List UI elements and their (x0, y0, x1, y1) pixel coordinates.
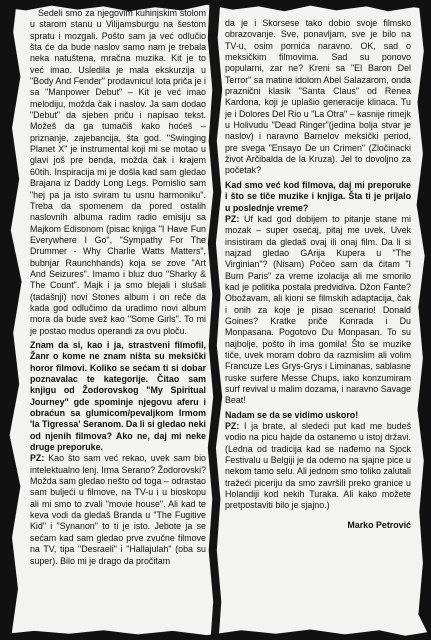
answer-text: Uf kad god dobijem to pitanje stane mi mozak – super osećaj, pitaj me uvek. Uvek insistiram da gledaš ovaj ili onaj film. Da li si najzad gledao GArija Kupera u "The Virginian"? (Nisam) Počeo sam da čitam "I Burn Paris" za vreme izolacija ali me smorilo kad je politika postala predvidiva. Džon Fante? Obožavam, ali kioni se filmskih adaptacija, čak i onih za koje je pisao scenario! Donald Goines? Kratke priče Konrada i Du Monpasana. Pogotovo Du Monpasan. To su najbolje, pošto ih ima gomila! Što se muzike tiče, uvek moram dobro da razmislim ali volim Francuze Les Grys-Grys i Liminanas, sablasne ruske surfere Messe Chups, iako konzumiram surf revival u malim dozama, i naravno Savage Beat! (225, 213, 411, 406)
paragraph: da je i Skorsese tako dobio svoje filmsko obrazovanje. Sve, ponavljam, sve je bilo na TV-u, osim pornića naravno. OK, sad o meksičkim filmovima. Sad su ponovo popularni, zar ne? Kreni sa "El Baron Del Terror" sa matine idolom Abel Salazarom, onda praznični klasik "Santa Claus" od Renea Kardona, koji je uplašio generacije klinaca. Tu je i Dolores Del Rio u "La Otra" – kasnije rimejk u Holivudu "Dead Ringer"(jedina bolja stvar je naslov) i naravno Barnelov meksički period, pre svega "Ensayo De un Crimen" (Zločinacki život Arčibalda de la Kruza). Jel to dovoljno za početak? (225, 18, 411, 176)
question: Nadam se da se vidimo uskoro! (225, 409, 359, 420)
column-divider (206, 0, 224, 640)
answer-label: PZ: (225, 213, 240, 224)
answer-text: I ja brate, al sledeći put kad me budeš vodio na picu hajde da ostanemo u istoj državi. (Ledna od tradicija kad se nađemo na Sjock Festivalu u Belgiji je da odemo na sjajne pice u nekom tamo selu. Ali jednom smo toliko zalutali tražeći piceriju da smo završili preko granice u Holandiji kod nekih Turaka. Ali kako možete pretpostaviti bilo je sjajno.) (225, 421, 412, 511)
question: Znam da si, kao i ja, strastveni filmofil, Žanr o kome ne znam ništa su meksički horor filmovi. Koliko se sećam ti si dobar poznavalac te kategorije. Čitao sam knjigu od Žodorovskog "My Spiritual Journey" gde spominje njegovu aferu i obraćun sa glumicom/pevaljkom Irmom 'la Tigressa' Seranom. Da li si gledao neki od njenih filmova? Ako ne, daj mi neke druge preporuke. (30, 339, 206, 453)
left-column (30, 8, 206, 608)
answer (30, 453, 206, 566)
paragraph: Sedeli smo za njegovim kuhinjskim stolom u starom stanu u Vilijamsburgu na šestom spratu i mozgali. Pošto sam ja već odlučio šta će da bude naslov samo nam je trebala neka natuštena, mračna muzika. Kit je to već imao. Usledila je mala ekskurzija u "Body And Fender" prodavnicu! Iota priča je i sa "Manpower Debut" – Kit je već imao melodiju, možda čak i naslov. Ja sam dodao "Debut" da sjeben priču i napisao tekst. Možeš da ga tumačiš kako hoćeš – priznanje, zajebancija, šta god. "Swinging Planet X" je instrumental koji mi se motao u glavi još pre benda, možda čak i krajem 60tih. Inspiracija mi je došla kad sam gledao Brajana iz Daddy Long Legs. Pomislio sam "hej pa ja isto sviram tu usnu harmoniku". Treba da spomenem da pored ostalih naslovnih albuma radim radio emisiju sa Majkom Edisonom (pisac knjiga "I Have Fun Everywhere I Go", "Sympathy For The Drummer - Why Charlie Watts Matters", bubnjar Raunchhands) koja se zove "Art And Seizures". Imamo i bluz duo "Sharky & The Count". Majk i ja smo blejali i slušali (tadašnji) novi Stones album i on reče da kada god odlučimo da uradimo novi album mora da bude svež kao "Some Girls". To mi je postao modus operandi za ovu ploču. (30, 8, 207, 336)
answer (225, 421, 411, 512)
answer-label: PZ: (225, 421, 240, 432)
answer-label: PZ: (30, 453, 45, 464)
answer-text: Kao što sam već rekao, uvek sam bio intelektualno lenj. Irma Serano? Žodorovski? Možda sam gledao nešto od toga – odrastao sam buljeći u filmove, na TV-u i u bioskopu ali mi smo to zvali "movie house". Ali kad te keva vodi da gledaš Branda u "The Fugitive Kid" i "Synanon" to ti je isto. Jebote ja se sećam kad sam gledao prve zvučne filmove na TV, tipa "Desraeli" i "Hallajulah" (oba su super). Bilo mi je drago da pročitam (30, 453, 206, 566)
torn-edge-left (0, 0, 24, 640)
author-signature: Marko Petrović (347, 519, 411, 530)
question: Kad smo već kod filmova, daj mi preporuke i što se tiče muzike i knjiga. Šta ti je prijalo u poslednje vreme? (225, 179, 411, 213)
right-column (225, 18, 411, 618)
answer (225, 214, 411, 407)
torn-edge-right (413, 0, 431, 640)
